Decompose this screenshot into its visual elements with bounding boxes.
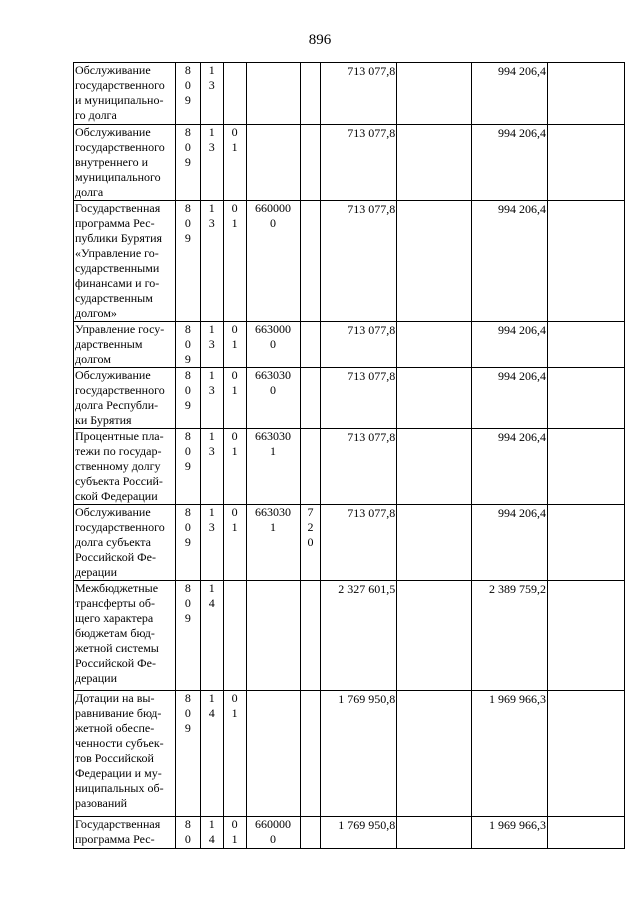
item-name-line: государственного (75, 520, 165, 534)
code-ministry-line: 0 (184, 444, 191, 458)
code-section (200, 125, 223, 201)
amount-year-1 (321, 63, 397, 125)
code-ministry (175, 505, 200, 581)
empty-cell (547, 505, 624, 581)
item-name-line: ки Бурятия (75, 413, 132, 427)
item-name-line: дерации (75, 565, 118, 579)
code-subsection (223, 63, 246, 125)
amount-year-2-value: 994 206,4 (497, 126, 546, 140)
code-subsection-line: 1 (231, 444, 238, 458)
amount-year-2-value: 994 206,4 (497, 202, 546, 216)
code-ministry-line: 0 (184, 337, 191, 351)
code-expense-type (300, 429, 321, 505)
amount-year-2-value: 994 206,4 (497, 323, 546, 337)
table-row (74, 125, 625, 201)
item-name-line: трансферты об- (75, 596, 155, 610)
item-name-line: ниципальных об- (75, 781, 164, 795)
code-ministry-line: 8 (184, 125, 191, 139)
code-section (200, 691, 223, 817)
table-row (74, 505, 625, 581)
code-subsection (223, 691, 246, 817)
code-target-article-line: 0 (270, 337, 277, 351)
item-name-line: дерации (75, 671, 118, 685)
amount-year-1 (321, 817, 397, 849)
code-target-article (246, 63, 300, 125)
code-subsection (223, 817, 246, 849)
item-name (74, 201, 176, 322)
code-section (200, 368, 223, 429)
code-ministry-line: 0 (184, 383, 191, 397)
item-name (74, 817, 176, 849)
item-name-line: внутреннего и (75, 155, 149, 169)
code-subsection-line: 1 (231, 216, 238, 230)
empty-cell (547, 581, 624, 691)
code-section-line: 1 (208, 691, 215, 705)
code-expense-type (300, 691, 321, 817)
item-name-line: и муниципально- (75, 93, 164, 107)
amount-year-2-value: 994 206,4 (497, 369, 546, 383)
amount-year-1 (321, 125, 397, 201)
item-name (74, 581, 176, 691)
code-subsection (223, 125, 246, 201)
code-ministry-line: 9 (184, 721, 191, 735)
code-ministry (175, 691, 200, 817)
empty-cell (397, 505, 472, 581)
code-subsection-line: 0 (231, 125, 238, 139)
code-section (200, 429, 223, 505)
code-target-article-line: 0 (270, 383, 277, 397)
empty-cell (547, 368, 624, 429)
amount-year-1-value: 713 077,8 (347, 369, 396, 383)
item-name-line: долгом (75, 352, 111, 366)
item-name-line: «Управление го- (75, 246, 159, 260)
code-subsection (223, 505, 246, 581)
code-section-line: 1 (208, 125, 215, 139)
code-target-article-line: 1 (270, 444, 277, 458)
amount-year-1-value: 1 769 950,8 (338, 692, 396, 706)
code-subsection (223, 368, 246, 429)
code-section-line: 1 (208, 429, 215, 443)
code-target-article (246, 817, 300, 849)
item-name-line: муниципального (75, 170, 161, 184)
code-ministry-line: 9 (184, 352, 191, 366)
item-name-line: сударственным (75, 291, 153, 305)
empty-cell (397, 581, 472, 691)
item-name-line: долга (75, 185, 104, 199)
item-name-line: жетной системы (75, 641, 159, 655)
empty-cell (547, 817, 624, 849)
code-section-line: 3 (208, 216, 215, 230)
amount-year-1-value: 713 077,8 (347, 202, 396, 216)
item-name-line: го долга (75, 108, 117, 122)
amount-year-1-value: 713 077,8 (347, 430, 396, 444)
code-expense-type (300, 125, 321, 201)
code-ministry-line: 8 (184, 322, 191, 336)
code-subsection-line: 0 (231, 817, 238, 831)
code-ministry-line: 0 (184, 596, 191, 610)
amount-year-1 (321, 691, 397, 817)
code-target-article (246, 505, 300, 581)
budget-table (73, 62, 625, 849)
code-section-line: 1 (208, 581, 215, 595)
code-ministry-line: 9 (184, 155, 191, 169)
code-ministry (175, 201, 200, 322)
code-ministry-line: 8 (184, 63, 191, 77)
code-ministry-line: 8 (184, 505, 191, 519)
amount-year-1-value: 713 077,8 (347, 126, 396, 140)
code-expense-type (300, 201, 321, 322)
code-section-line: 1 (208, 817, 215, 831)
code-target-article-line: 663030 (255, 505, 292, 519)
amount-year-2 (472, 581, 548, 691)
code-expense-type (300, 581, 321, 691)
code-section-line: 1 (208, 201, 215, 215)
amount-year-1 (321, 322, 397, 368)
empty-cell (397, 429, 472, 505)
table-row (74, 63, 625, 125)
code-expense-type (300, 817, 321, 849)
amount-year-2 (472, 322, 548, 368)
code-section-line: 4 (208, 596, 215, 610)
empty-cell (397, 125, 472, 201)
amount-year-2-value: 994 206,4 (497, 506, 546, 520)
item-name-line: разований (75, 796, 128, 810)
code-ministry-line: 0 (184, 832, 191, 846)
item-name (74, 691, 176, 817)
code-subsection-line: 1 (231, 383, 238, 397)
amount-year-1-value: 713 077,8 (347, 323, 396, 337)
item-name-line: дарственным (75, 337, 143, 351)
item-name (74, 368, 176, 429)
amount-year-1 (321, 201, 397, 322)
code-ministry-line: 0 (184, 216, 191, 230)
code-ministry-line: 8 (184, 581, 191, 595)
table-row (74, 201, 625, 322)
code-subsection-line: 1 (231, 706, 238, 720)
code-target-article (246, 322, 300, 368)
item-name-line: публики Бурятия (75, 231, 163, 245)
code-expense-type-line: 0 (307, 535, 314, 549)
code-section (200, 201, 223, 322)
code-subsection-line: 0 (231, 322, 238, 336)
code-section-line: 1 (208, 368, 215, 382)
item-name (74, 505, 176, 581)
item-name-line: долгом» (75, 306, 117, 320)
item-name-line: сударственными (75, 261, 160, 275)
amount-year-1 (321, 505, 397, 581)
code-ministry-line: 8 (184, 368, 191, 382)
code-ministry (175, 322, 200, 368)
code-target-article (246, 581, 300, 691)
empty-cell (397, 201, 472, 322)
code-section (200, 581, 223, 691)
amount-year-1 (321, 368, 397, 429)
empty-cell (397, 817, 472, 849)
item-name-line: Управление госу- (75, 322, 165, 336)
code-section-line: 1 (208, 322, 215, 336)
item-name-line: Обслуживание (75, 63, 151, 77)
item-name-line: Государственная (75, 817, 161, 831)
code-expense-type (300, 322, 321, 368)
item-name-line: жетной обеспе- (75, 721, 155, 735)
code-ministry-line: 9 (184, 231, 191, 245)
code-expense-type-line: 2 (307, 520, 314, 534)
item-name (74, 63, 176, 125)
item-name-line: финансами и го- (75, 276, 160, 290)
item-name-line: субъекта Россий- (75, 474, 163, 488)
amount-year-2 (472, 817, 548, 849)
code-subsection-line: 1 (231, 337, 238, 351)
item-name-line: Российской Фе- (75, 550, 156, 564)
table-row (74, 817, 625, 849)
code-subsection-line: 1 (231, 140, 238, 154)
code-target-article-line: 663030 (255, 429, 292, 443)
amount-year-2 (472, 429, 548, 505)
code-section (200, 505, 223, 581)
empty-cell (397, 63, 472, 125)
amount-year-2 (472, 125, 548, 201)
code-ministry (175, 368, 200, 429)
item-name-line: государственного (75, 383, 165, 397)
amount-year-2-value: 994 206,4 (497, 430, 546, 444)
code-subsection (223, 429, 246, 505)
empty-cell (547, 201, 624, 322)
item-name-line: щего характера (75, 611, 154, 625)
empty-cell (547, 691, 624, 817)
code-ministry-line: 0 (184, 140, 191, 154)
item-name-line: Федерации и му- (75, 766, 162, 780)
code-target-article (246, 429, 300, 505)
table-row (74, 691, 625, 817)
code-subsection (223, 322, 246, 368)
code-section-line: 3 (208, 337, 215, 351)
amount-year-1-value: 1 769 950,8 (338, 818, 396, 832)
code-subsection (223, 201, 246, 322)
code-subsection-line: 0 (231, 201, 238, 215)
code-subsection-line: 0 (231, 691, 238, 705)
amount-year-2-value: 2 389 759,2 (488, 582, 546, 596)
code-ministry (175, 125, 200, 201)
code-target-article (246, 368, 300, 429)
code-expense-type (300, 505, 321, 581)
empty-cell (397, 691, 472, 817)
item-name-line: тов Российской (75, 751, 154, 765)
empty-cell (397, 368, 472, 429)
empty-cell (547, 125, 624, 201)
code-subsection-line: 0 (231, 368, 238, 382)
amount-year-1-value: 713 077,8 (347, 64, 396, 78)
amount-year-2 (472, 505, 548, 581)
code-expense-type (300, 368, 321, 429)
item-name (74, 429, 176, 505)
empty-cell (397, 322, 472, 368)
code-ministry-line: 9 (184, 611, 191, 625)
item-name-line: Обслуживание (75, 505, 151, 519)
code-section-line: 3 (208, 383, 215, 397)
item-name-line: ственному долгу (75, 459, 161, 473)
code-ministry-line: 8 (184, 201, 191, 215)
code-section (200, 63, 223, 125)
code-section-line: 3 (208, 444, 215, 458)
code-ministry (175, 817, 200, 849)
amount-year-2-value: 994 206,4 (497, 64, 546, 78)
code-expense-type (300, 63, 321, 125)
code-ministry (175, 63, 200, 125)
code-section (200, 322, 223, 368)
code-section-line: 4 (208, 832, 215, 846)
amount-year-1 (321, 581, 397, 691)
amount-year-2 (472, 691, 548, 817)
item-name-line: долга Республи- (75, 398, 159, 412)
page-number: 896 (308, 32, 332, 48)
table-row (74, 581, 625, 691)
item-name-line: тежи по государ- (75, 444, 162, 458)
amount-year-2 (472, 368, 548, 429)
item-name-line: Процентные пла- (75, 429, 164, 443)
item-name-line: долга субъекта (75, 535, 151, 549)
item-name-line: Российской Фе- (75, 656, 156, 670)
item-name-line: бюджетам бюд- (75, 626, 155, 640)
item-name-line: государственного (75, 78, 165, 92)
code-ministry (175, 429, 200, 505)
item-name (74, 322, 176, 368)
item-name-line: Государственная (75, 201, 161, 215)
code-target-article-line: 660000 (255, 201, 292, 215)
budget-table-body (74, 63, 625, 849)
empty-cell (547, 63, 624, 125)
code-section-line: 3 (208, 140, 215, 154)
code-ministry-line: 9 (184, 93, 191, 107)
amount-year-2 (472, 63, 548, 125)
code-target-article-line: 0 (270, 216, 277, 230)
item-name-line: Обслуживание (75, 125, 151, 139)
item-name-line: ченности субъек- (75, 736, 164, 750)
code-ministry-line: 8 (184, 429, 191, 443)
code-ministry-line: 0 (184, 78, 191, 92)
code-ministry-line: 9 (184, 459, 191, 473)
code-subsection-line: 0 (231, 429, 238, 443)
table-row (74, 429, 625, 505)
item-name-line: программа Рес- (75, 832, 155, 846)
item-name (74, 125, 176, 201)
code-section-line: 3 (208, 78, 215, 92)
amount-year-2 (472, 201, 548, 322)
empty-cell (547, 322, 624, 368)
amount-year-1 (321, 429, 397, 505)
code-target-article (246, 691, 300, 817)
amount-year-2-value: 1 969 966,3 (488, 692, 546, 706)
code-ministry-line: 0 (184, 706, 191, 720)
code-section-line: 1 (208, 63, 215, 77)
code-subsection (223, 581, 246, 691)
amount-year-2-value: 1 969 966,3 (488, 818, 546, 832)
code-subsection-line: 1 (231, 520, 238, 534)
item-name-line: равнивание бюд- (75, 706, 162, 720)
code-ministry (175, 581, 200, 691)
code-section-line: 3 (208, 520, 215, 534)
table-row (74, 322, 625, 368)
code-target-article-line: 1 (270, 520, 277, 534)
code-ministry-line: 0 (184, 520, 191, 534)
item-name-line: программа Рес- (75, 216, 155, 230)
empty-cell (547, 429, 624, 505)
amount-year-1-value: 713 077,8 (347, 506, 396, 520)
amount-year-1-value: 2 327 601,5 (338, 582, 396, 596)
item-name-line: Дотации на вы- (75, 691, 155, 705)
code-ministry-line: 8 (184, 691, 191, 705)
code-ministry-line: 9 (184, 535, 191, 549)
code-target-article-line: 660000 (255, 817, 292, 831)
code-subsection-line: 1 (231, 832, 238, 846)
item-name-line: Межбюджетные (75, 581, 159, 595)
code-subsection-line: 0 (231, 505, 238, 519)
code-target-article-line: 663000 (255, 322, 292, 336)
code-target-article-line: 663030 (255, 368, 292, 382)
code-ministry-line: 8 (184, 817, 191, 831)
item-name-line: государственного (75, 140, 165, 154)
code-section (200, 817, 223, 849)
code-ministry-line: 9 (184, 398, 191, 412)
code-section-line: 1 (208, 505, 215, 519)
code-section-line: 4 (208, 706, 215, 720)
code-expense-type-line: 7 (307, 505, 314, 519)
code-target-article (246, 201, 300, 322)
code-target-article-line: 0 (270, 832, 277, 846)
table-row (74, 368, 625, 429)
code-target-article (246, 125, 300, 201)
item-name-line: Обслуживание (75, 368, 151, 382)
item-name-line: ской Федерации (75, 489, 158, 503)
